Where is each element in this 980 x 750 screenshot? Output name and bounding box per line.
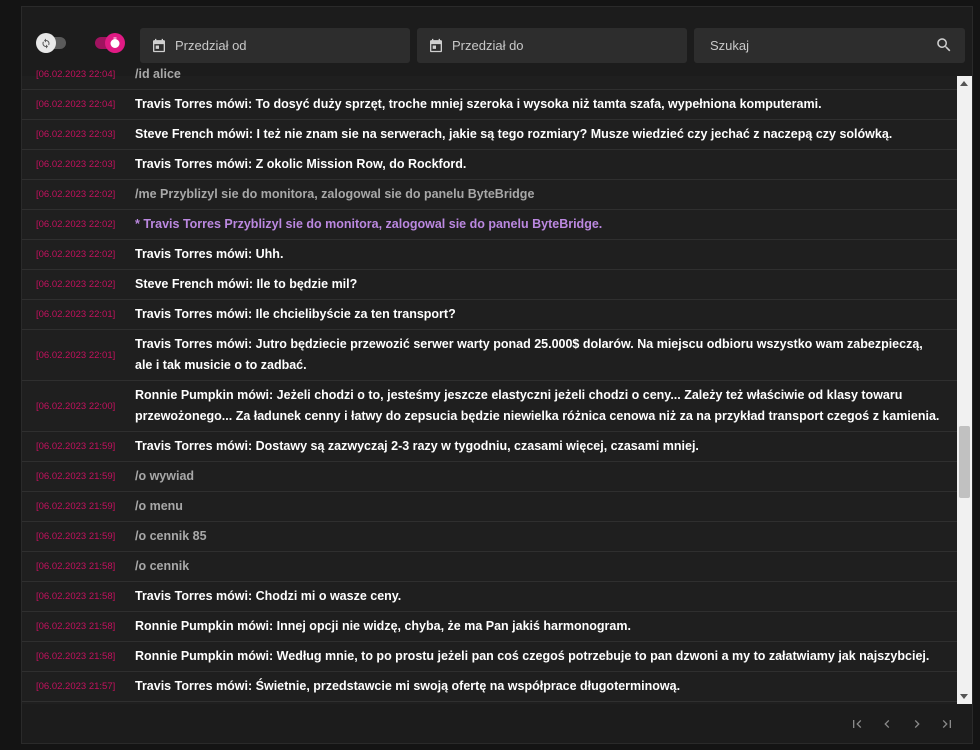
message-timestamp: [06.02.2023 22:04] bbox=[36, 69, 116, 80]
message-timestamp: [06.02.2023 21:59] bbox=[36, 531, 116, 542]
scrollbar-thumb[interactable] bbox=[959, 426, 970, 498]
message-text: Steve French mówi: I też nie znam sie na serwerach, jakie są tego rozmiary? Musze wiedzieć czy jechać z naczepą czy solówką. bbox=[135, 127, 893, 141]
message-text: Travis Torres mówi: Uhh. bbox=[135, 247, 284, 261]
message-text: Steve French mówi: Ile to będzie mil? bbox=[135, 277, 358, 291]
scroll-up-arrow[interactable] bbox=[960, 81, 968, 86]
message-text: Ronnie Pumpkin mówi: Innej opcji nie widzę, chyba, że ma Pan jakiś harmonogram. bbox=[135, 619, 631, 633]
message-timestamp: [06.02.2023 22:02] bbox=[36, 189, 116, 200]
message-row bbox=[22, 672, 957, 702]
date-to-placeholder: Przedział do bbox=[452, 38, 524, 53]
auto-refresh-toggle[interactable] bbox=[38, 37, 66, 49]
message-row bbox=[22, 522, 957, 552]
message-timestamp: [06.02.2023 21:59] bbox=[36, 471, 116, 482]
message-row bbox=[22, 330, 957, 381]
message-row bbox=[22, 552, 957, 582]
message-row bbox=[22, 300, 957, 330]
scroll-down-arrow[interactable] bbox=[960, 694, 968, 699]
calendar-icon bbox=[150, 37, 168, 55]
message-text: /o cennik bbox=[135, 559, 190, 573]
message-row bbox=[22, 462, 957, 492]
search-placeholder: Szukaj bbox=[710, 38, 750, 53]
message-text: Travis Torres mówi: Z okolic Mission Row, do Rockford. bbox=[135, 157, 467, 171]
pagination bbox=[848, 715, 956, 733]
refresh-icon bbox=[36, 33, 56, 53]
message-text: Travis Torres mówi: Jutro będziecie przewozić serwer warty ponad 25.000$ dolarów. Na miejscu odbioru wszystko wam zabezpieczą, ale i tak musicie o to zadbać. bbox=[135, 337, 923, 372]
prev-page-icon[interactable] bbox=[878, 715, 896, 733]
message-timestamp: [06.02.2023 21:58] bbox=[36, 651, 116, 662]
message-row bbox=[22, 381, 957, 432]
message-text: Travis Torres mówi: To dosyć duży sprzęt, troche mniej szeroka i wysoka niż tamta szafa, wypełniona komputerami. bbox=[135, 97, 822, 111]
message-timestamp: [06.02.2023 21:59] bbox=[36, 441, 116, 452]
message-timestamp: [06.02.2023 22:01] bbox=[36, 349, 116, 361]
message-timestamp: [06.02.2023 22:01] bbox=[36, 309, 116, 320]
last-page-icon[interactable] bbox=[938, 715, 956, 733]
message-row bbox=[22, 120, 957, 150]
message-timestamp: [06.02.2023 22:02] bbox=[36, 279, 116, 290]
calendar-icon bbox=[427, 37, 445, 55]
message-timestamp: [06.02.2023 21:57] bbox=[36, 681, 116, 692]
message-row bbox=[22, 432, 957, 462]
message-row bbox=[22, 240, 957, 270]
date-from-field[interactable] bbox=[140, 28, 410, 63]
message-list[interactable] bbox=[22, 67, 957, 704]
message-text: /me Przyblizyl sie do monitora, zalogowal sie do panelu ByteBridge bbox=[135, 187, 535, 201]
timer-icon bbox=[105, 33, 125, 53]
date-from-placeholder: Przedział od bbox=[175, 38, 247, 53]
message-row bbox=[22, 180, 957, 210]
message-row bbox=[22, 90, 957, 120]
next-page-icon[interactable] bbox=[908, 715, 926, 733]
message-text: * Travis Torres Przyblizyl sie do monitora, zalogowal sie do panelu ByteBridge. bbox=[135, 217, 603, 231]
message-text: Travis Torres mówi: Ile chcielibyście za ten transport? bbox=[135, 307, 456, 321]
chat-log-panel bbox=[21, 6, 973, 744]
message-timestamp: [06.02.2023 21:58] bbox=[36, 561, 116, 572]
message-row bbox=[22, 60, 957, 90]
message-row bbox=[22, 642, 957, 672]
message-text: /id alice bbox=[135, 67, 181, 81]
message-text: /o wywiad bbox=[135, 469, 195, 483]
message-timestamp: [06.02.2023 22:03] bbox=[36, 159, 116, 170]
message-timestamp: [06.02.2023 21:59] bbox=[36, 501, 116, 512]
message-timestamp: [06.02.2023 21:58] bbox=[36, 621, 116, 632]
search-icon[interactable] bbox=[935, 36, 953, 59]
message-row bbox=[22, 210, 957, 240]
message-row bbox=[22, 582, 957, 612]
message-timestamp: [06.02.2023 22:00] bbox=[36, 400, 116, 412]
message-row bbox=[22, 612, 957, 642]
first-page-icon[interactable] bbox=[848, 715, 866, 733]
message-text: Travis Torres mówi: Świetnie, przedstawcie mi swoją ofertę na współprace długoterminową. bbox=[135, 679, 681, 693]
timer-toggle[interactable] bbox=[95, 37, 123, 49]
message-timestamp: [06.02.2023 22:04] bbox=[36, 99, 116, 110]
message-row bbox=[22, 270, 957, 300]
search-input[interactable] bbox=[694, 28, 965, 63]
message-text: Travis Torres mówi: Chodzi mi o wasze ceny. bbox=[135, 589, 402, 603]
message-text: Ronnie Pumpkin mówi: Według mnie, to po prostu jeżeli pan coś czegoś potrzebuje to pan dzwoni a my to załatwiamy jak najszybciej. bbox=[135, 649, 930, 663]
message-timestamp: [06.02.2023 22:03] bbox=[36, 129, 116, 140]
message-text: /o cennik 85 bbox=[135, 529, 207, 543]
message-list-scrollbar[interactable] bbox=[957, 76, 972, 704]
date-to-field[interactable] bbox=[417, 28, 687, 63]
message-text: Travis Torres mówi: Dostawy są zazwyczaj 2-3 razy w tygodniu, czasami więcej, czasami mniej. bbox=[135, 439, 699, 453]
message-timestamp: [06.02.2023 22:02] bbox=[36, 249, 116, 260]
message-text: /o menu bbox=[135, 499, 183, 513]
message-row bbox=[22, 150, 957, 180]
message-timestamp: [06.02.2023 22:02] bbox=[36, 219, 116, 230]
message-timestamp: [06.02.2023 21:58] bbox=[36, 591, 116, 602]
message-text: Ronnie Pumpkin mówi: Jeżeli chodzi o to, jesteśmy jeszcze elastyczni jeżeli chodzi o ceny... Zależy też właściwie od klasy towaru przewożonego... Za ładunek cenny i łatwy do zepsucia będzie niewielka różnica cenowa niż za na przykład transport czegoś z kamienia. bbox=[135, 388, 940, 423]
message-row bbox=[22, 492, 957, 522]
